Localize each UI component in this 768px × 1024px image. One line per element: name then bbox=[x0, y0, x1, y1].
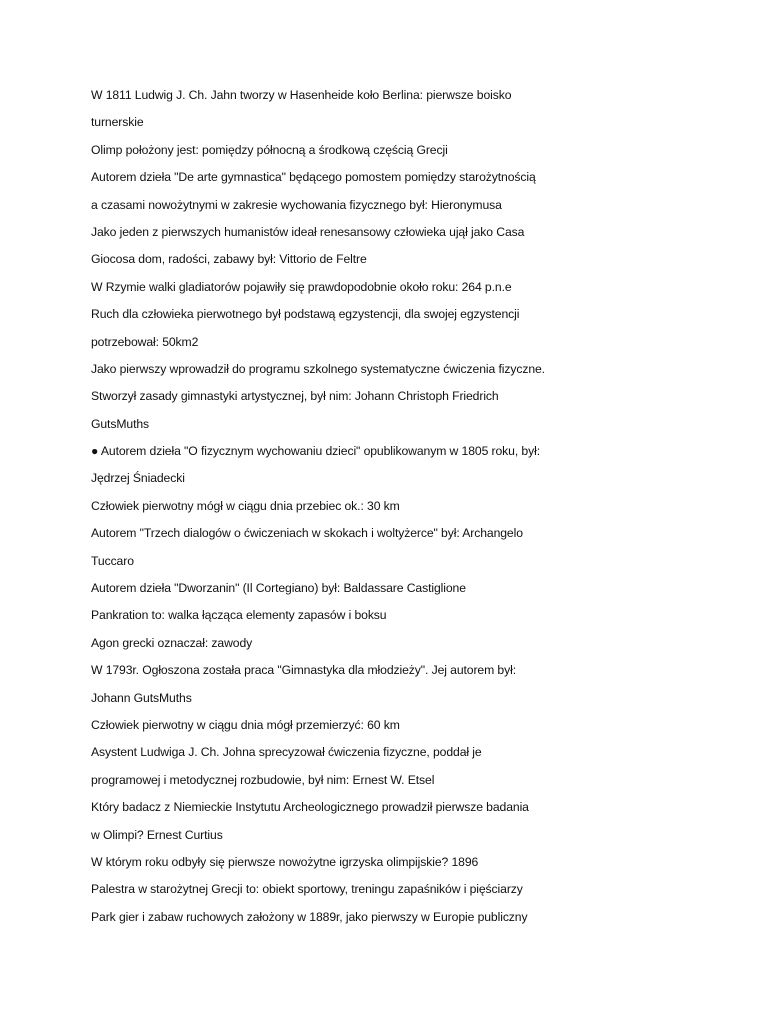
text-line: Olimp położony jest: pomiędzy północną a środkową częścią Grecji bbox=[91, 142, 448, 157]
text-line: w Olimpi? Ernest Curtius bbox=[91, 827, 223, 842]
text-line: Palestra w starożytnej Grecji to: obiekt sportowy, treningu zapaśników i pięściarzy bbox=[91, 882, 523, 897]
text-line: GutsMuths bbox=[91, 416, 150, 431]
text-line: Asystent Ludwiga J. Ch. Johna sprecyzował ćwiczenia fizyczne, poddał je bbox=[91, 745, 482, 760]
text-line: Jędrzej Śniadecki bbox=[91, 471, 185, 486]
text-line: potrzebował: 50km2 bbox=[91, 334, 199, 349]
text-line: Tuccaro bbox=[91, 553, 134, 568]
text-line: Pankration to: walka łącząca elementy zapasów i boksu bbox=[91, 608, 387, 623]
text-line: W którym roku odbyły się pierwsze nowożytne igrzyska olimpijskie? 1896 bbox=[91, 854, 479, 869]
text-line: Johann GutsMuths bbox=[91, 690, 192, 705]
text-line: Agon grecki oznaczał: zawody bbox=[91, 635, 253, 650]
text-line: programowej i metodycznej rozbudowie, był nim: Ernest W. Etsel bbox=[91, 772, 435, 787]
text-line: Autorem "Trzech dialogów o ćwiczeniach w skokach i woltyżerce" był: Archangelo bbox=[91, 526, 523, 541]
text-line: Giocosa dom, radości, zabawy był: Vittorio de Feltre bbox=[91, 252, 367, 267]
text-line: a czasami nowożytnymi w zakresie wychowania fizycznego był: Hieronymusa bbox=[91, 197, 502, 212]
text-line: Człowiek pierwotny w ciągu dnia mógł przemierzyć: 60 km bbox=[91, 717, 400, 732]
text-line: Człowiek pierwotny mógł w ciągu dnia przebiec ok.: 30 km bbox=[91, 498, 400, 513]
text-line: Stworzył zasady gimnastyki artystycznej, był nim: Johann Christoph Friedrich bbox=[91, 389, 499, 404]
text-line: W 1793r. Ogłoszona została praca "Gimnastyka dla młodzieży". Jej autorem był: bbox=[91, 663, 516, 678]
text-line: turnerskie bbox=[91, 115, 144, 130]
text-line: Jako pierwszy wprowadził do programu szkolnego systematyczne ćwiczenia fizyczne. bbox=[91, 361, 545, 376]
text-line: Jako jeden z pierwszych humanistów ideał renesansowy człowieka ujął jako Casa bbox=[91, 224, 525, 239]
text-line: W Rzymie walki gladiatorów pojawiły się prawdopodobnie około roku: 264 p.n.e bbox=[91, 279, 512, 294]
text-line: W 1811 Ludwig J. Ch. Jahn tworzy w Hasenheide koło Berlina: pierwsze boisko bbox=[91, 88, 512, 102]
text-line: Autorem dzieła "De arte gymnastica" będącego pomostem pomiędzy starożytnością bbox=[91, 170, 536, 185]
document-text bbox=[91, 82, 711, 931]
text-line: ● Autorem dzieła "O fizycznym wychowaniu dzieci" opublikowanym w 1805 roku, był: bbox=[91, 444, 540, 459]
text-line: Ruch dla człowieka pierwotnego był podstawą egzystencji, dla swojej egzystencji bbox=[91, 307, 520, 322]
text-line: Który badacz z Niemieckie Instytutu Archeologicznego prowadził pierwsze badania bbox=[91, 800, 529, 815]
text-line: Autorem dzieła "Dworzanin" (Il Cortegiano) był: Baldassare Castiglione bbox=[91, 581, 466, 596]
text-line: Park gier i zabaw ruchowych założony w 1889r, jako pierwszy w Europie publiczny bbox=[91, 909, 528, 924]
